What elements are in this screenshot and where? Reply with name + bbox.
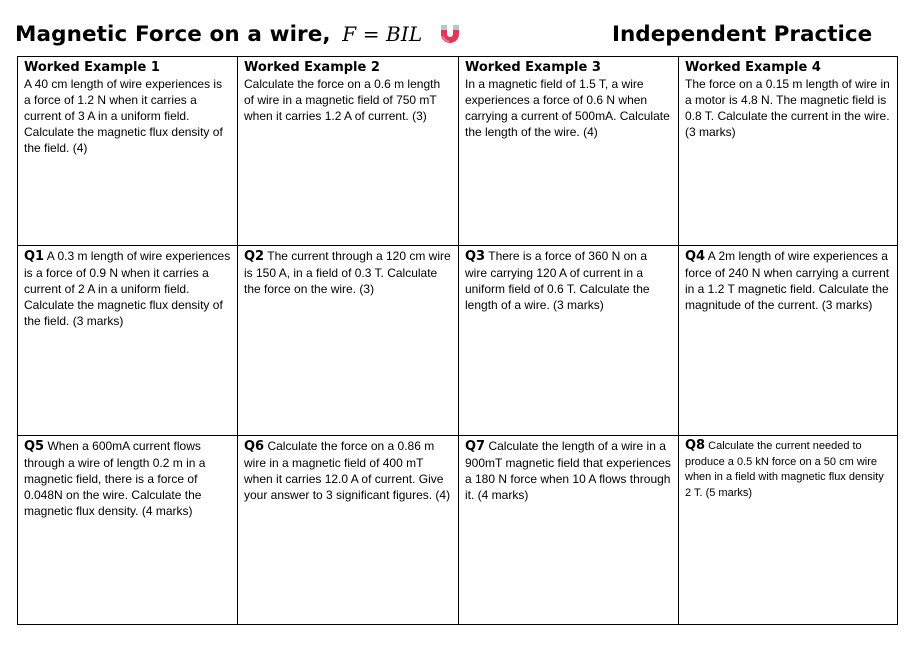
formula: F = BIL bbox=[342, 22, 423, 46]
worked-example-heading: Worked Example 1 bbox=[24, 60, 160, 75]
worked-example-cell bbox=[679, 57, 897, 246]
question-cell bbox=[238, 436, 459, 624]
question-number: Q7 bbox=[465, 439, 486, 454]
worked-example-heading: Worked Example 3 bbox=[465, 60, 601, 75]
worked-example-cell bbox=[238, 57, 459, 246]
question-cell bbox=[679, 436, 897, 624]
question-number: Q8 bbox=[685, 438, 706, 453]
worked-example-heading: Worked Example 4 bbox=[685, 60, 821, 75]
question-number: Q5 bbox=[24, 439, 45, 454]
question-number: Q2 bbox=[244, 249, 265, 264]
question-text: A 0.3 m length of wire experiences is a force of 0.9 N when it carries a current of 2 A in a uniform field. Calculate the magnetic flux density of the field. (3 marks) bbox=[24, 249, 231, 328]
worked-example-text: The force on a 0.15 m length of wire in a motor is 4.8 N. The magnetic field is 0.8 T. Calculate the current in the wire. (3 marks) bbox=[685, 77, 890, 139]
title-text: Magnetic Force on a wire, bbox=[15, 22, 331, 47]
practice-title: Independent Practice bbox=[612, 22, 873, 47]
question-cell bbox=[238, 246, 459, 436]
question-grid bbox=[17, 56, 898, 625]
question-cell bbox=[679, 246, 897, 436]
question-number: Q6 bbox=[244, 439, 265, 454]
question-number: Q3 bbox=[465, 249, 486, 264]
question-cell bbox=[18, 436, 238, 624]
page-header bbox=[15, 18, 917, 58]
worked-example-heading: Worked Example 2 bbox=[244, 60, 380, 75]
question-text: The current through a 120 cm wire is 150 A, in a field of 0.3 T. Calculate the force on the wire. (3) bbox=[244, 249, 451, 296]
question-text: There is a force of 360 N on a wire carrying 120 A of current in a uniform field of 0.6 T. Calculate the length of a wire. (3 marks) bbox=[465, 249, 650, 312]
worked-example-text: Calculate the force on a 0.6 m length of wire in a magnetic field of 750 mT when it carries 1.2 A of current. (3) bbox=[244, 77, 441, 123]
worked-example-text: In a magnetic field of 1.5 T, a wire experiences a force of 0.6 N when carrying a current of 500mA. Calculate the length of the wire. (4) bbox=[465, 77, 670, 139]
worked-example-text: A 40 cm length of wire experiences is a force of 1.2 N when it carries a current of 3 A in a uniform field. Calculate the magnetic flux density of the field. (4) bbox=[24, 77, 223, 155]
horseshoe-magnet-icon bbox=[438, 22, 462, 52]
question-number: Q4 bbox=[685, 249, 706, 264]
question-cell bbox=[459, 246, 679, 436]
question-number: Q1 bbox=[24, 249, 45, 264]
worked-example-cell bbox=[18, 57, 238, 246]
question-text: A 2m length of wire experiences a force of 240 N when carrying a current in a 1.2 T magnetic field. Calculate the magnitude of the current. (3 marks) bbox=[685, 249, 890, 312]
question-cell bbox=[18, 246, 238, 436]
question-cell bbox=[459, 436, 679, 624]
question-text: Calculate the force on a 0.86 m wire in a magnetic field of 400 mT when it carries 12.0 A of current. Give your answer to 3 significant figures. (4) bbox=[244, 439, 451, 502]
worksheet-title bbox=[15, 22, 462, 52]
question-text: Calculate the length of a wire in a 900mT magnetic field that experiences a 180 N force when 10 A flows through it. (4 marks) bbox=[465, 439, 671, 502]
question-text: When a 600mA current flows through a wire of length 0.2 m in a magnetic field, there is a force of 0.048N on the wire. Calculate the magnetic flux density. (4 marks) bbox=[24, 439, 206, 518]
worked-example-cell bbox=[459, 57, 679, 246]
question-text: Calculate the current needed to produce a 0.5 kN force on a 50 cm wire when in a field with magnetic flux density 2 T. (5 marks) bbox=[685, 440, 884, 499]
